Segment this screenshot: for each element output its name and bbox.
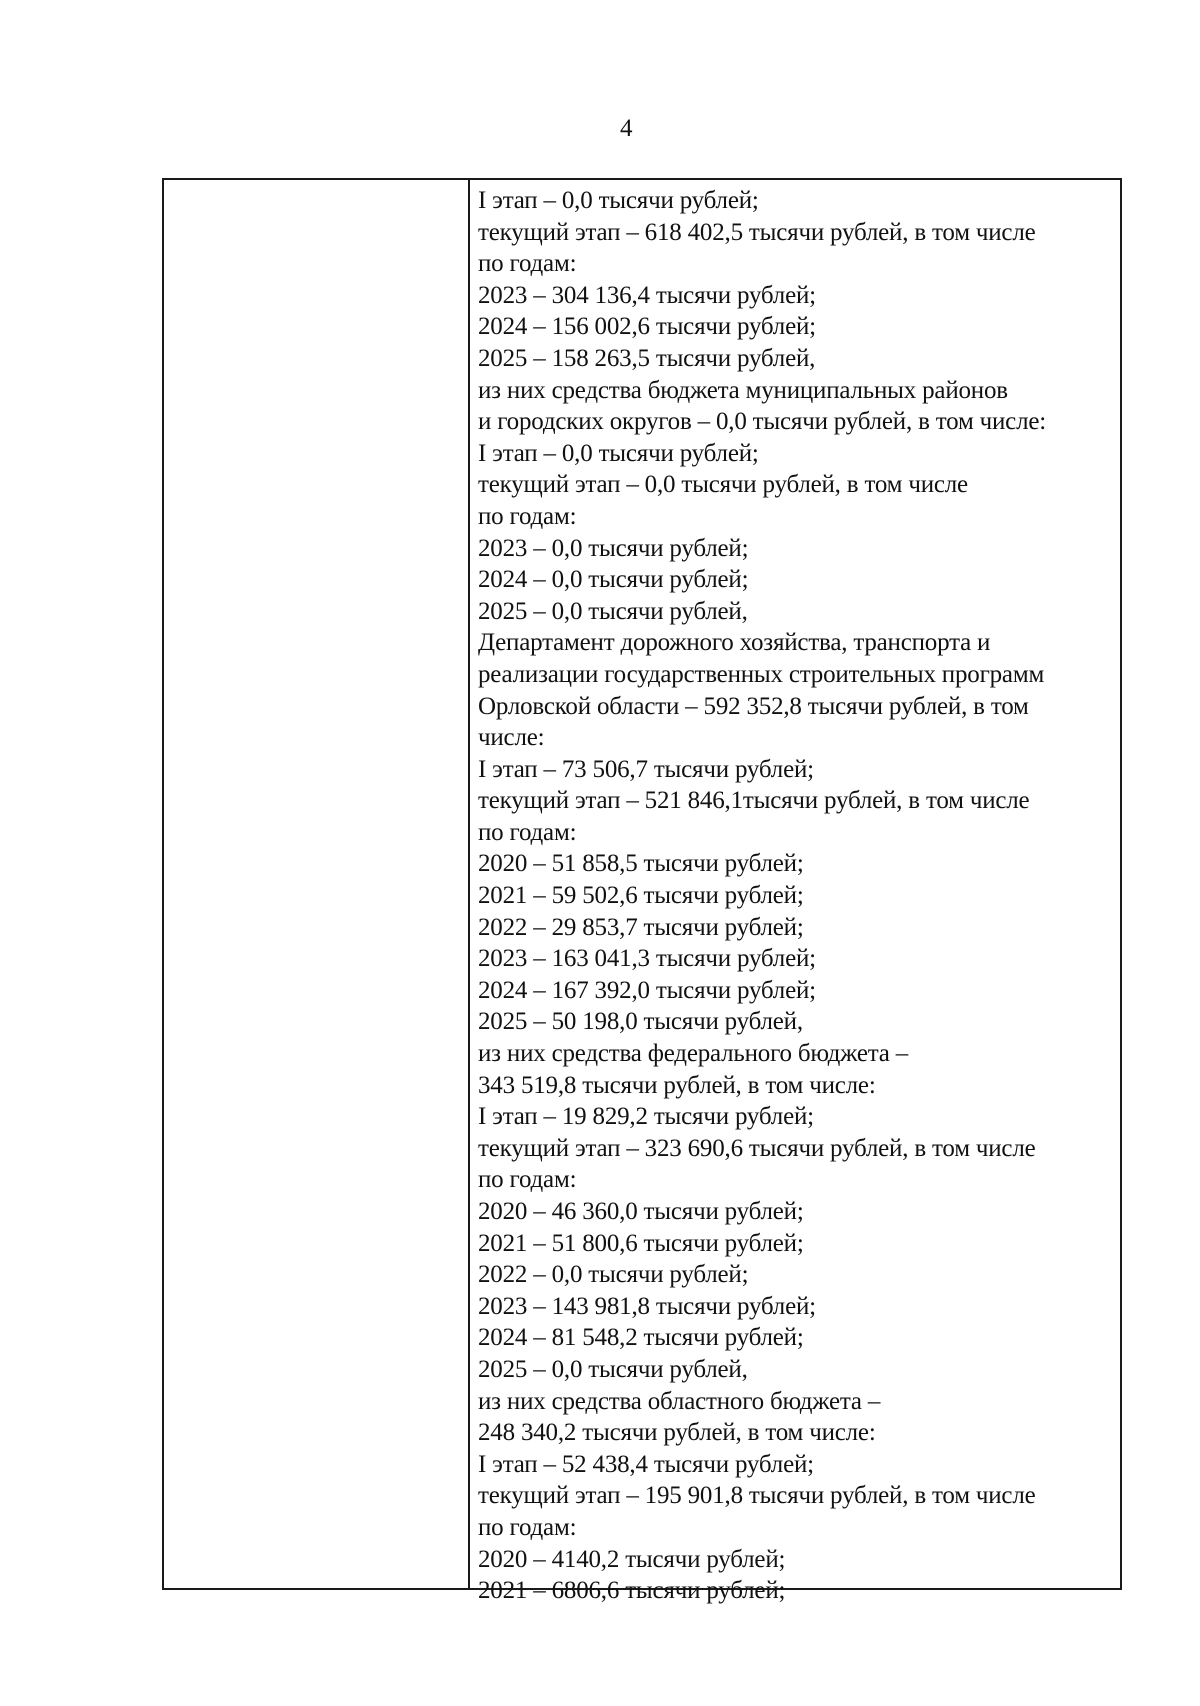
text-line: 2021 – 51 800,6 тысячи рублей; — [478, 1229, 804, 1257]
text-line: Орловской области – 592 352,8 тысячи рублей, в том — [478, 692, 1029, 720]
text-line: I этап – 0,0 тысячи рублей; — [478, 187, 759, 214]
text-line: 2025 – 158 263,5 тысячи рублей, — [478, 344, 816, 372]
text-line: текущий этап – 521 846,1тысячи рублей, в том числе — [478, 787, 1030, 815]
text-line: 2025 – 0,0 тысячи рублей, — [478, 597, 748, 625]
text-line: Департамент дорожного хозяйства, транспорта и — [478, 629, 991, 657]
text-line: 2024 – 81 548,2 тысячи рублей; — [478, 1324, 804, 1352]
text-line: 2021 – 59 502,6 тысячи рублей; — [478, 882, 804, 910]
text-line: по годам: — [478, 1166, 577, 1194]
text-line: I этап – 73 506,7 тысячи рублей; — [478, 755, 814, 783]
text-line: 2025 – 0,0 тысячи рублей, — [478, 1355, 748, 1383]
text-line: 2022 – 29 853,7 тысячи рублей; — [478, 913, 804, 941]
text-line: из них средства областного бюджета – — [478, 1387, 881, 1415]
text-line: по годам: — [478, 502, 577, 530]
text-line: I этап – 0,0 тысячи рублей; — [478, 439, 759, 467]
text-line: 2022 – 0,0 тысячи рублей; — [478, 1261, 749, 1289]
text-line: реализации государственных строительных программ — [478, 660, 1045, 688]
text-line: 2020 – 46 360,0 тысячи рублей; — [478, 1198, 804, 1225]
text-line: 2020 – 51 858,5 тысячи рублей; — [478, 850, 804, 878]
text-line: по годам: — [478, 250, 577, 278]
text-line: 343 519,8 тысячи рублей, в том числе: — [478, 1071, 876, 1099]
text-line: 2024 – 167 392,0 тысячи рублей; — [478, 976, 816, 1004]
text-line: I этап – 19 829,2 тысячи рублей; — [478, 1103, 814, 1131]
funding-table — [162, 178, 1122, 1605]
text-line: 2023 – 143 981,8 тысячи рублей; — [478, 1292, 816, 1320]
text-line: 2020 – 4140,2 тысячи рублей; — [478, 1545, 786, 1573]
text-line: из них средства бюджета муниципальных районов — [478, 376, 1008, 404]
text-line: по годам: — [478, 1513, 577, 1541]
text-line: 248 340,2 тысячи рублей, в том числе: — [478, 1419, 876, 1447]
text-line: 2025 – 50 198,0 тысячи рублей, — [478, 1008, 803, 1036]
text-line: из них средства федерального бюджета – — [478, 1040, 909, 1068]
text-line: 2023 – 304 136,4 тысячи рублей; — [478, 281, 816, 309]
text-line: 2024 – 0,0 тысячи рублей; — [478, 566, 749, 594]
text-line: и городских округов – 0,0 тысячи рублей, в том числе: — [478, 408, 1047, 436]
text-line: 2023 – 0,0 тысячи рублей; — [478, 534, 749, 562]
table-right-cell — [470, 180, 1120, 1605]
text-line: 2023 – 163 041,3 тысячи рублей; — [478, 945, 816, 973]
text-line: числе: — [478, 724, 545, 752]
text-line: текущий этап – 195 901,8 тысячи рублей, в том числе — [478, 1482, 1036, 1510]
text-line: текущий этап – 323 690,6 тысячи рублей, в том числе — [478, 1134, 1036, 1162]
text-line: 2021 – 6806,6 тысячи рублей; — [478, 1577, 786, 1605]
page-number: 4 — [620, 115, 633, 142]
text-line: текущий этап – 0,0 тысячи рублей, в том числе — [478, 471, 968, 499]
text-line: по годам: — [478, 818, 577, 846]
text-line: 2024 – 156 002,6 тысячи рублей; — [478, 313, 816, 341]
text-line: I этап – 52 438,4 тысячи рублей; — [478, 1450, 814, 1478]
table-left-cell — [164, 180, 470, 1588]
text-line: текущий этап – 618 402,5 тысячи рублей, в том числе — [478, 218, 1036, 246]
